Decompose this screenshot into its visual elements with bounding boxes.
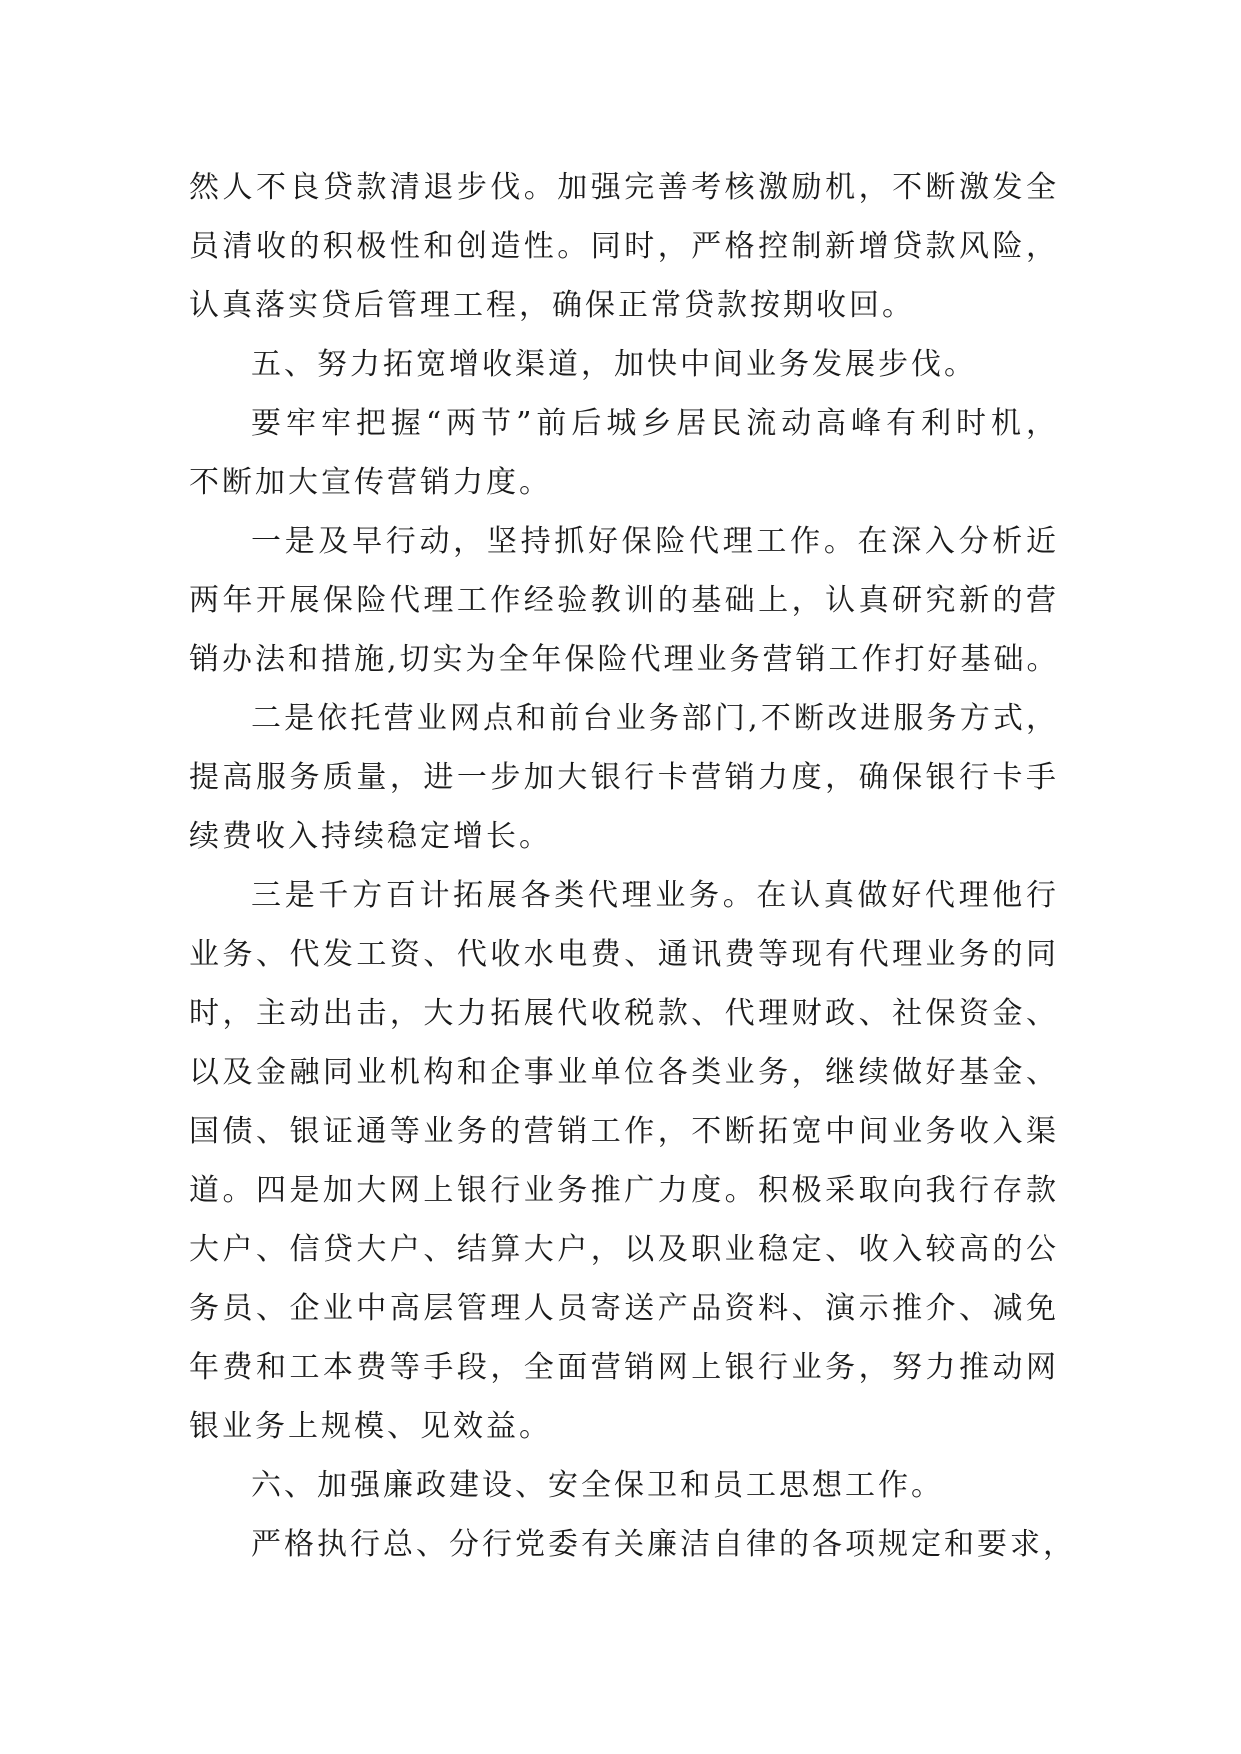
text-line: 认真落实贷后管理工程，确保正常贷款按期收回。 <box>189 288 915 323</box>
section-heading-five <box>189 335 1059 394</box>
text-line: 严格执行总、分行党委有关廉洁自律的各项规定和要求， <box>251 1527 1076 1562</box>
text-line: 以及金融同业机构和企事业单位各类业务，继续做好基金、 <box>189 1055 1059 1090</box>
text-line: 要牢牢把握“两节”前后城乡居民流动高峰有利时机， <box>251 406 1059 441</box>
text-line: 务员、企业中高层管理人员寄送产品资料、演示推介、减免 <box>189 1291 1059 1326</box>
text-line: 提高服务质量，进一步加大银行卡营销力度，确保银行卡手 <box>189 760 1059 795</box>
paragraph-loan-recovery <box>189 158 1059 335</box>
text-line: 年费和工本费等手段，全面营销网上银行业务，努力推动网 <box>189 1350 1059 1385</box>
text-line: 销办法和措施,切实为全年保险代理业务营销工作打好基础。 <box>189 642 1060 677</box>
text-line: 二是依托营业网点和前台业务部门,不断改进服务方式， <box>251 701 1059 736</box>
text-line: 大户、信贷大户、结算大户，以及职业稳定、收入较高的公 <box>189 1232 1059 1267</box>
text-line: 续费收入持续稳定增长。 <box>189 819 552 854</box>
paragraph-integrity <box>189 1515 1076 1574</box>
text-line: 员清收的积极性和创造性。同时，严格控制新增贷款风险， <box>189 229 1059 264</box>
section-heading-six <box>189 1456 1059 1515</box>
text-line: 五、努力拓宽增收渠道，加快中间业务发展步伐。 <box>251 347 977 382</box>
text-line: 国债、银证通等业务的营销工作，不断拓宽中间业务收入渠 <box>189 1114 1059 1149</box>
paragraph-insurance-agency <box>189 512 1059 689</box>
text-line: 银业务上规模、见效益。 <box>189 1409 552 1444</box>
text-line: 两年开展保险代理工作经验教训的基础上，认真研究新的营 <box>189 583 1059 618</box>
paragraph-agency-business <box>189 866 1059 1456</box>
text-line: 时，主动出击，大力拓展代收税款、代理财政、社保资金、 <box>189 996 1059 1031</box>
text-line: 不断加大宣传营销力度。 <box>189 465 552 500</box>
paragraph-holiday-marketing <box>189 394 1059 512</box>
text-line: 六、加强廉政建设、安全保卫和员工思想工作。 <box>251 1468 944 1503</box>
text-line: 道。四是加大网上银行业务推广力度。积极采取向我行存款 <box>189 1173 1059 1208</box>
text-line: 三是千方百计拓展各类代理业务。在认真做好代理他行 <box>251 878 1059 913</box>
text-line: 一是及早行动，坚持抓好保险代理工作。在深入分析近 <box>251 524 1059 559</box>
text-line: 业务、代发工资、代收水电费、通讯费等现有代理业务的同 <box>189 937 1059 972</box>
text-line: 然人不良贷款清退步伐。加强完善考核激励机，不断激发全 <box>189 170 1059 205</box>
document-body <box>189 158 1076 1574</box>
paragraph-bank-card <box>189 689 1059 866</box>
